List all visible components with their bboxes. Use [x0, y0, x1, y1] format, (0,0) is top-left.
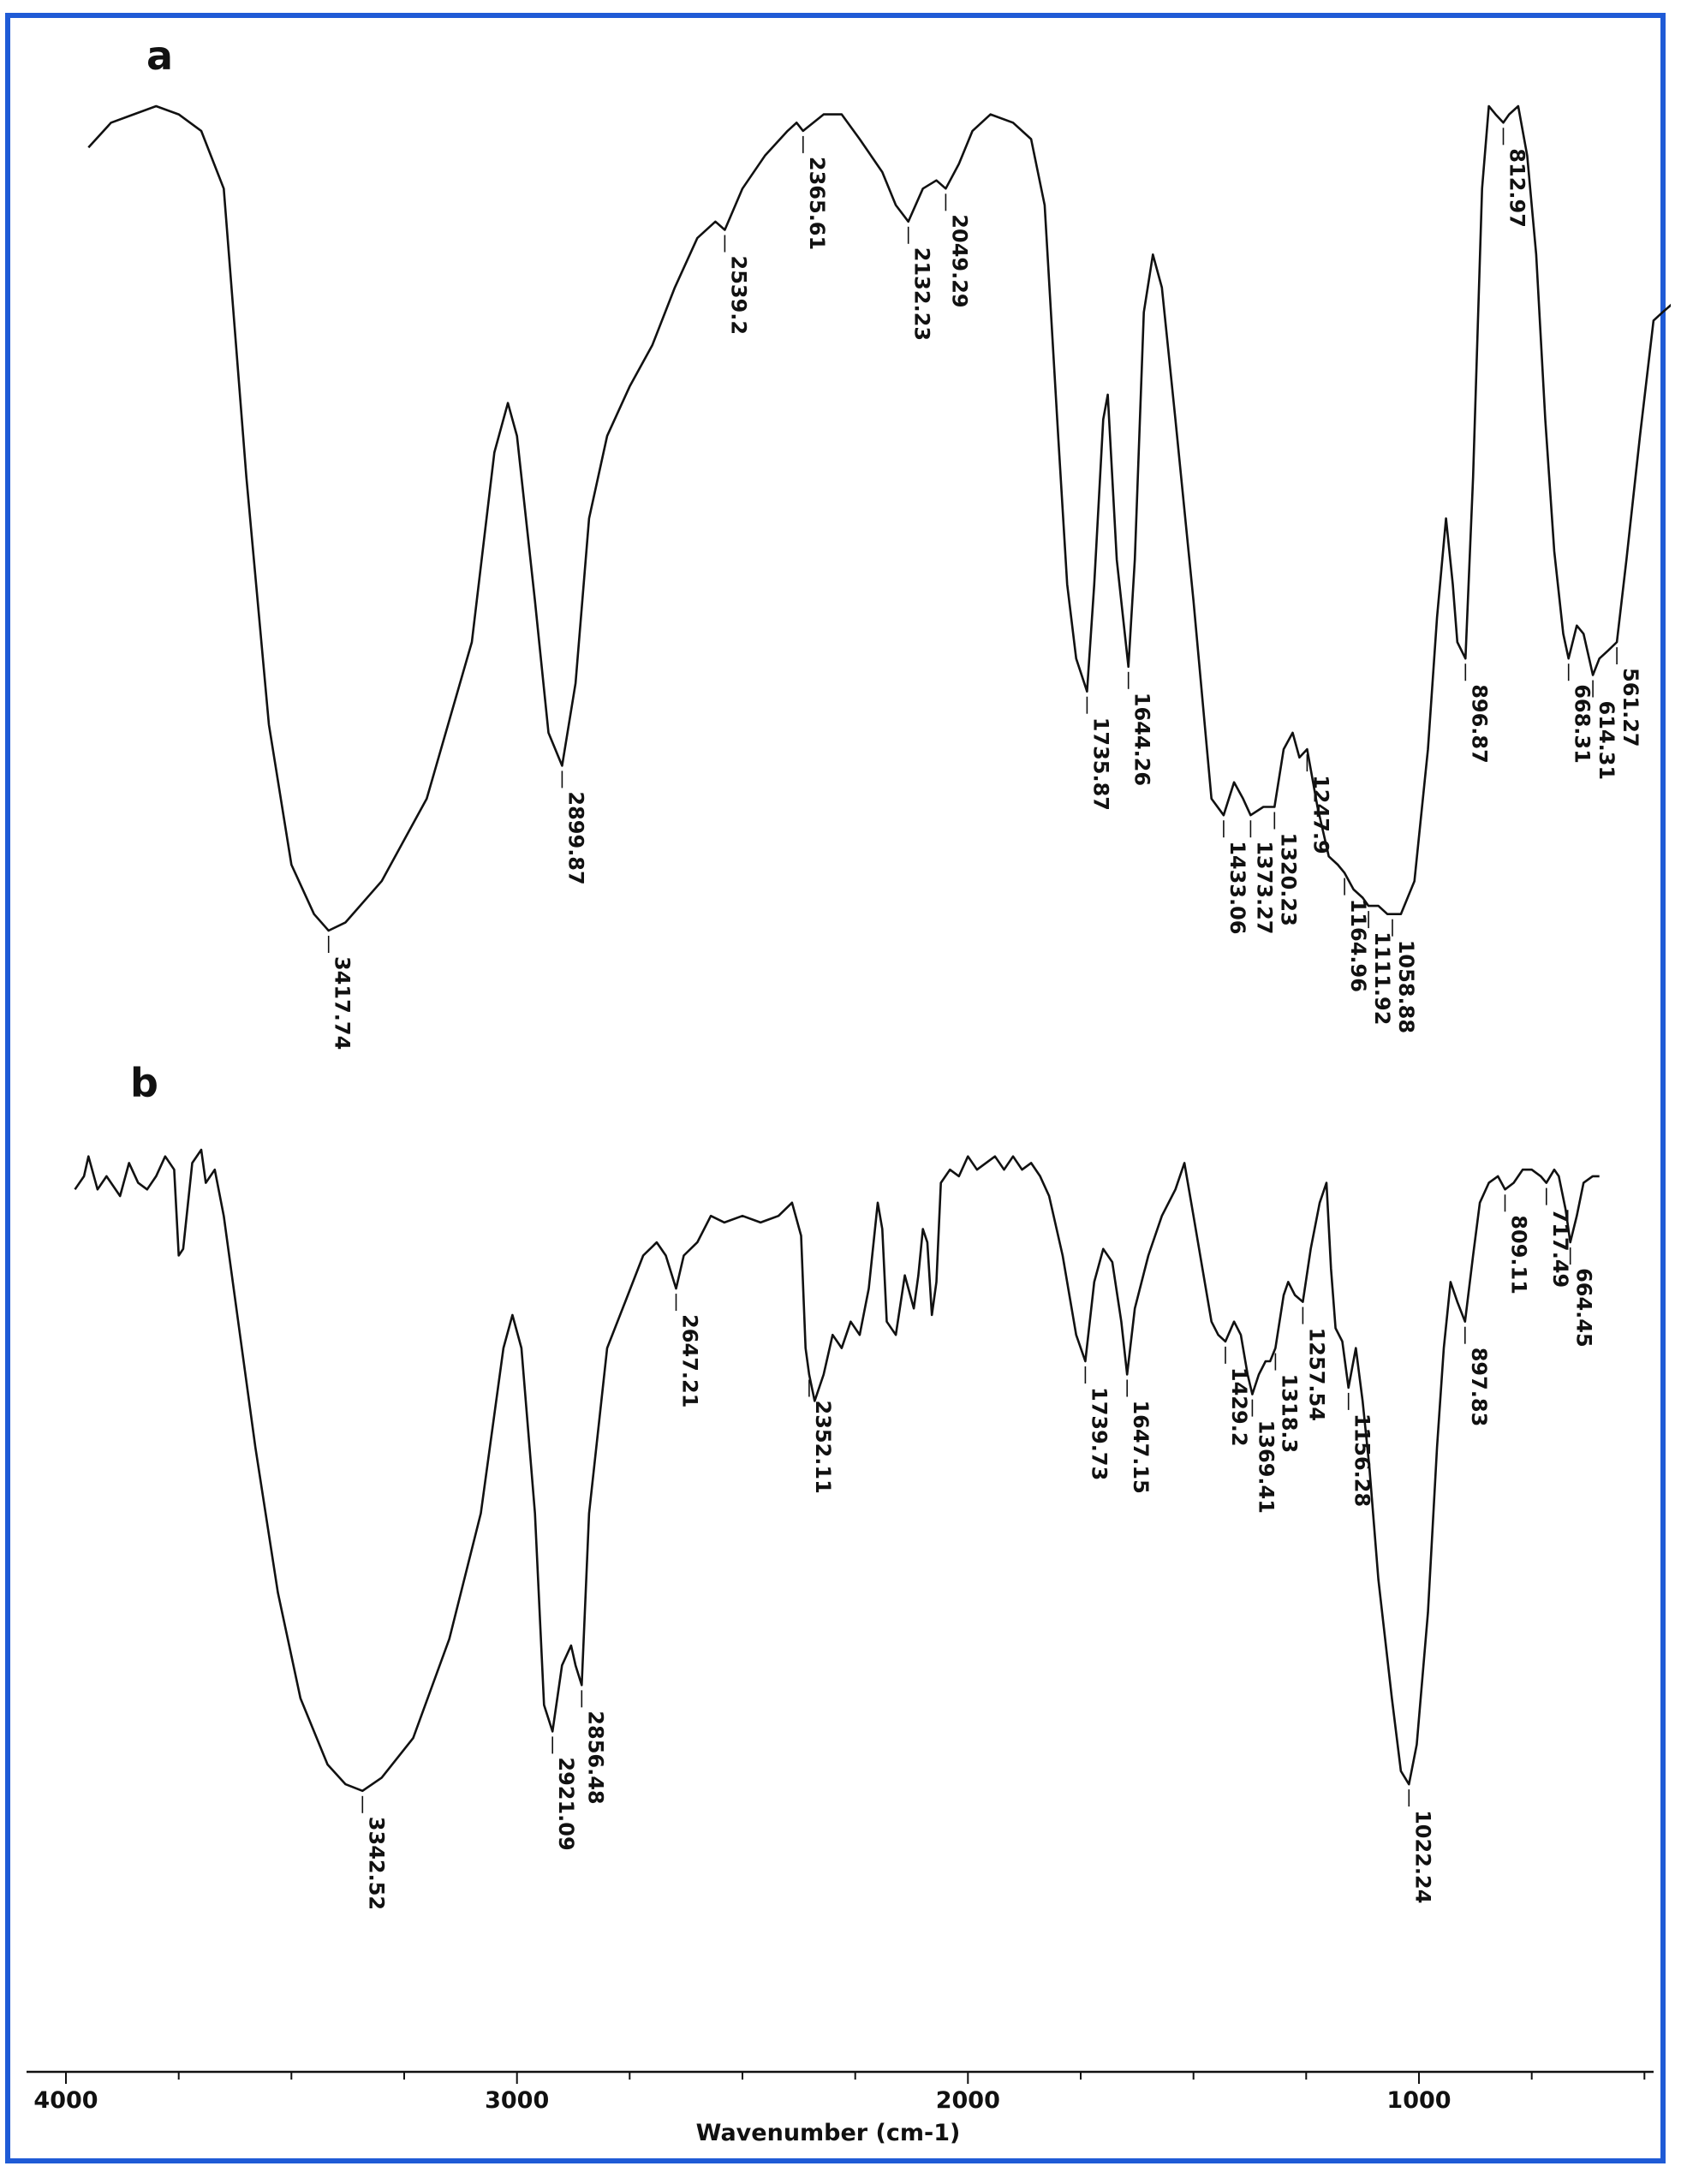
peak-label-1058-88: 1058.88 [1394, 939, 1418, 1034]
peak-label-2539-2: 2539.2 [726, 255, 751, 336]
peak-label-2647-21: 2647.21 [677, 1314, 702, 1408]
peak-label-1369-41: 1369.41 [1254, 1419, 1279, 1514]
peak-label-668-31: 668.31 [1570, 684, 1595, 764]
peak-label-1739-73: 1739.73 [1087, 1387, 1112, 1481]
peak-label-614-31: 614.31 [1595, 700, 1619, 781]
peak-label-1111-92: 1111.92 [1370, 931, 1395, 1026]
panel-a-letter: a [146, 33, 174, 79]
peak-label-561-27: 561.27 [1618, 668, 1643, 747]
figure-frame [5, 13, 1666, 2163]
x-tick-label-2000: 2000 [935, 2087, 1000, 2114]
x-tick-label-1000: 1000 [1386, 2087, 1452, 2114]
peak-label-3342-52: 3342.52 [364, 1816, 389, 1911]
peak-label-2856-48: 2856.48 [583, 1711, 608, 1805]
peak-label-2921-09: 2921.09 [554, 1757, 579, 1851]
panel-b-letter: b [130, 1060, 158, 1106]
peak-label-897-83: 897.83 [1466, 1347, 1491, 1427]
x-tick-label-3000: 3000 [485, 2087, 550, 2114]
peak-label-1373-27: 1373.27 [1252, 841, 1277, 935]
peak-label-717-49: 717.49 [1547, 1208, 1572, 1288]
peak-label-2899-87: 2899.87 [563, 791, 588, 885]
panel-b [75, 1060, 1600, 1910]
peak-label-2352-11: 2352.11 [810, 1400, 835, 1494]
peak-label-2365-61: 2365.61 [804, 156, 829, 251]
peak-label-1156-28: 1156.28 [1350, 1413, 1374, 1508]
peak-label-812-97: 812.97 [1505, 148, 1529, 228]
panel-a [88, 33, 1671, 1050]
ftir-chart [10, 18, 1671, 2169]
peak-label-664-45: 664.45 [1571, 1268, 1596, 1348]
peak-label-1320-23: 1320.23 [1276, 832, 1301, 926]
peak-label-3417-74: 3417.74 [330, 956, 355, 1050]
peak-label-809-11: 809.11 [1506, 1215, 1531, 1294]
x-axis-title: Wavenumber (cm-1) [695, 2120, 961, 2146]
peak-label-1164-96: 1164.96 [1346, 898, 1371, 992]
peak-label-1735-87: 1735.87 [1088, 717, 1113, 812]
x-axis [27, 2072, 1654, 2114]
peak-label-1247-9: 1247.9 [1308, 775, 1333, 854]
peak-label-1644-26: 1644.26 [1130, 692, 1154, 787]
peak-label-2132-23: 2132.23 [909, 247, 934, 342]
peak-label-1429-2: 1429.2 [1227, 1366, 1251, 1447]
peak-label-1647-15: 1647.15 [1129, 1400, 1153, 1494]
peak-label-896-87: 896.87 [1467, 684, 1492, 764]
spectrum-line-a [88, 106, 1671, 931]
peak-label-1257-54: 1257.54 [1304, 1327, 1329, 1421]
x-tick-label-4000: 4000 [33, 2087, 98, 2114]
peak-label-1022-24: 1022.24 [1410, 1810, 1435, 1904]
peak-label-1433-06: 1433.06 [1225, 841, 1249, 935]
peak-label-2049-29: 2049.29 [947, 214, 972, 308]
peak-label-1318-3: 1318.3 [1277, 1373, 1302, 1454]
